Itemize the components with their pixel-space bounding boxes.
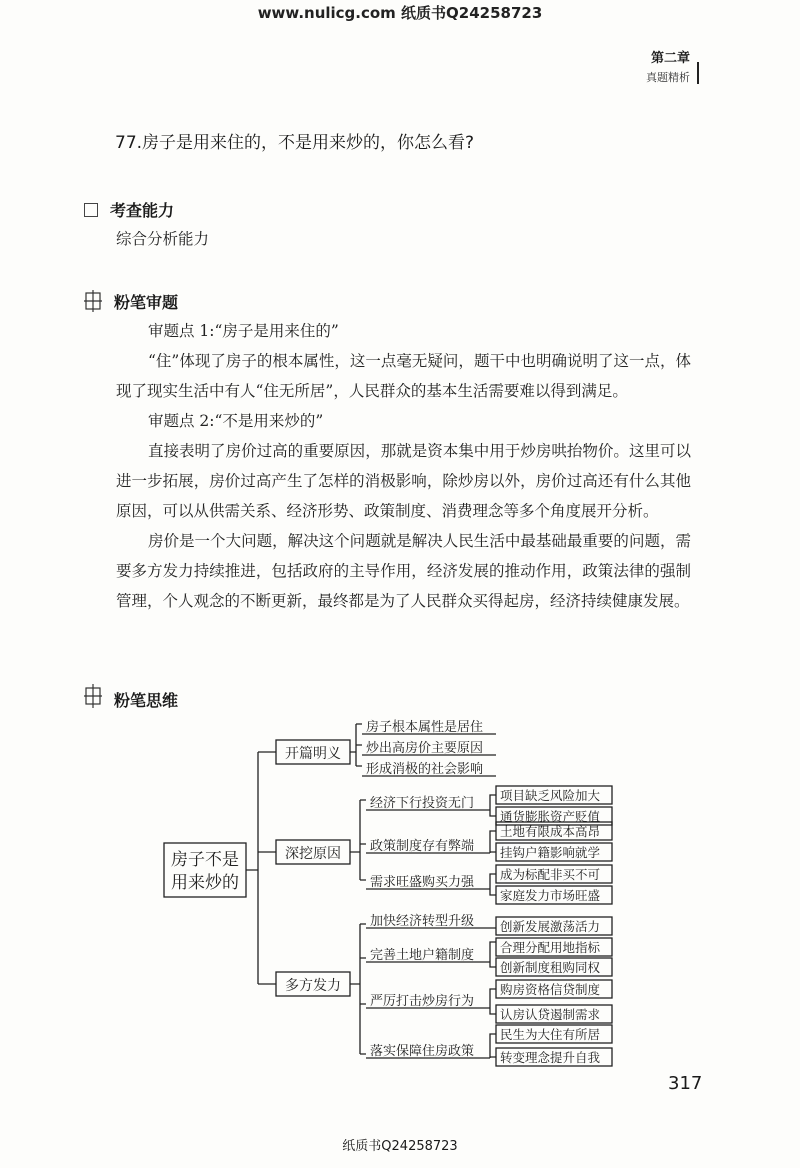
review-point2: 审题点 2:“不是用来炒的” bbox=[148, 412, 324, 430]
review-point1-text: “住”体现了房子的根本属性，这一点毫无疑问，题干中也明确说明了这一点，体现了现实生活中有人“住无所居”，人民群众的基本生活需要难以得到满足。 bbox=[116, 352, 691, 400]
watermark-top: www.nulicg.com 纸质书Q24258723 bbox=[257, 4, 543, 22]
b1-leaf-1: 房子根本属性是居住 bbox=[366, 720, 484, 735]
b3-leaf-6: 民生为大住有所居 bbox=[500, 1027, 601, 1042]
b3-mid-4: 落实保障住房政策 bbox=[370, 1044, 475, 1059]
question-title: 77.房子是用来住的，不是用来炒的，你怎么看? bbox=[115, 133, 475, 153]
mindmap-title: 粉笔思维 bbox=[114, 691, 179, 710]
branch2-connectors bbox=[350, 800, 366, 880]
branch-label-3: 多方发力 bbox=[285, 978, 341, 994]
page-number: 317 bbox=[668, 1073, 703, 1094]
b2-mid-1: 经济下行投资无门 bbox=[370, 796, 475, 811]
review-point1: 审题点 1:“房子是用来住的” bbox=[148, 322, 339, 340]
b3-mid-1: 加快经济转型升级 bbox=[370, 914, 475, 929]
branch3-sub-connectors bbox=[490, 928, 496, 1058]
watermark-bottom: 纸质书Q24258723 bbox=[342, 1139, 458, 1154]
b3-leaf-4: 购房资格信贷制度 bbox=[500, 982, 601, 997]
ability-content: 综合分析能力 bbox=[116, 230, 210, 248]
review-title: 粉笔审题 bbox=[114, 293, 179, 312]
branch1-connectors bbox=[350, 724, 362, 766]
branch3-connectors bbox=[350, 924, 366, 1054]
b2-leaf-3: 土地有限成本高昂 bbox=[500, 824, 601, 839]
b3-leaf-3: 创新制度租购同权 bbox=[500, 960, 601, 975]
b3-leaf-2: 合理分配用地指标 bbox=[500, 940, 601, 955]
b3-mid-3: 严厉打击炒房行为 bbox=[370, 994, 475, 1009]
b3-leaf-5: 认房认贷遏制需求 bbox=[500, 1007, 601, 1022]
root-connectors bbox=[246, 752, 276, 984]
review-point2-text: 直接表明了房价过高的重要原因，那就是资本集中用于炒房哄抬物价。这里可以进一步拓展，房价过高产生了怎样的消极影响，除炒房以外，房价过高还有什么其他原因，可以从供需关系、经济形势、政策制度、消费理念等多个角度展开分析。 bbox=[116, 442, 691, 520]
mindmap-root-line2: 用来炒的 bbox=[171, 873, 239, 893]
review-conclusion: 房价是一个大问题，解决这个问题就是解决人民生活中最基础最重要的问题，需要多方发力持续推进，包括政府的主导作用，经济发展的推动作用，政策法律的强制管理，个人观念的不断更新，最终都是为了人民群众买得起房，经济持续健康发展。 bbox=[116, 532, 691, 610]
chapter-label: 第二章 bbox=[650, 51, 690, 66]
b2-mid-2: 政策制度存有弊端 bbox=[370, 839, 475, 854]
ability-title: 考查能力 bbox=[110, 201, 175, 220]
branch2-sub-connectors bbox=[490, 795, 496, 895]
subsection-label: 真题精析 bbox=[646, 71, 690, 84]
b2-leaf-4: 挂钩户籍影响就学 bbox=[500, 845, 601, 860]
b2-leaf-5: 成为标配非买不可 bbox=[500, 867, 601, 882]
b3-mid-2: 完善土地户籍制度 bbox=[370, 948, 475, 963]
b2-leaf-2: 通货膨胀资产贬值 bbox=[500, 809, 601, 824]
b3-leaf-1: 创新发展激荡活力 bbox=[500, 919, 601, 934]
branch-label-1: 开篇明义 bbox=[285, 746, 341, 762]
b1-leaf-2: 炒出高房价主要原因 bbox=[366, 741, 484, 756]
b3-leaf-7: 转变理念提升自我 bbox=[500, 1050, 601, 1065]
branch-label-2: 深挖原因 bbox=[285, 846, 341, 862]
b2-leaf-6: 家庭发力市场旺盛 bbox=[500, 888, 601, 903]
b2-leaf-1: 项目缺乏风险加大 bbox=[500, 788, 601, 803]
b2-mid-3: 需求旺盛购买力强 bbox=[370, 875, 475, 890]
mindmap-root-line1: 房子不是 bbox=[171, 850, 239, 870]
b1-leaf-3: 形成消极的社会影响 bbox=[366, 762, 484, 777]
